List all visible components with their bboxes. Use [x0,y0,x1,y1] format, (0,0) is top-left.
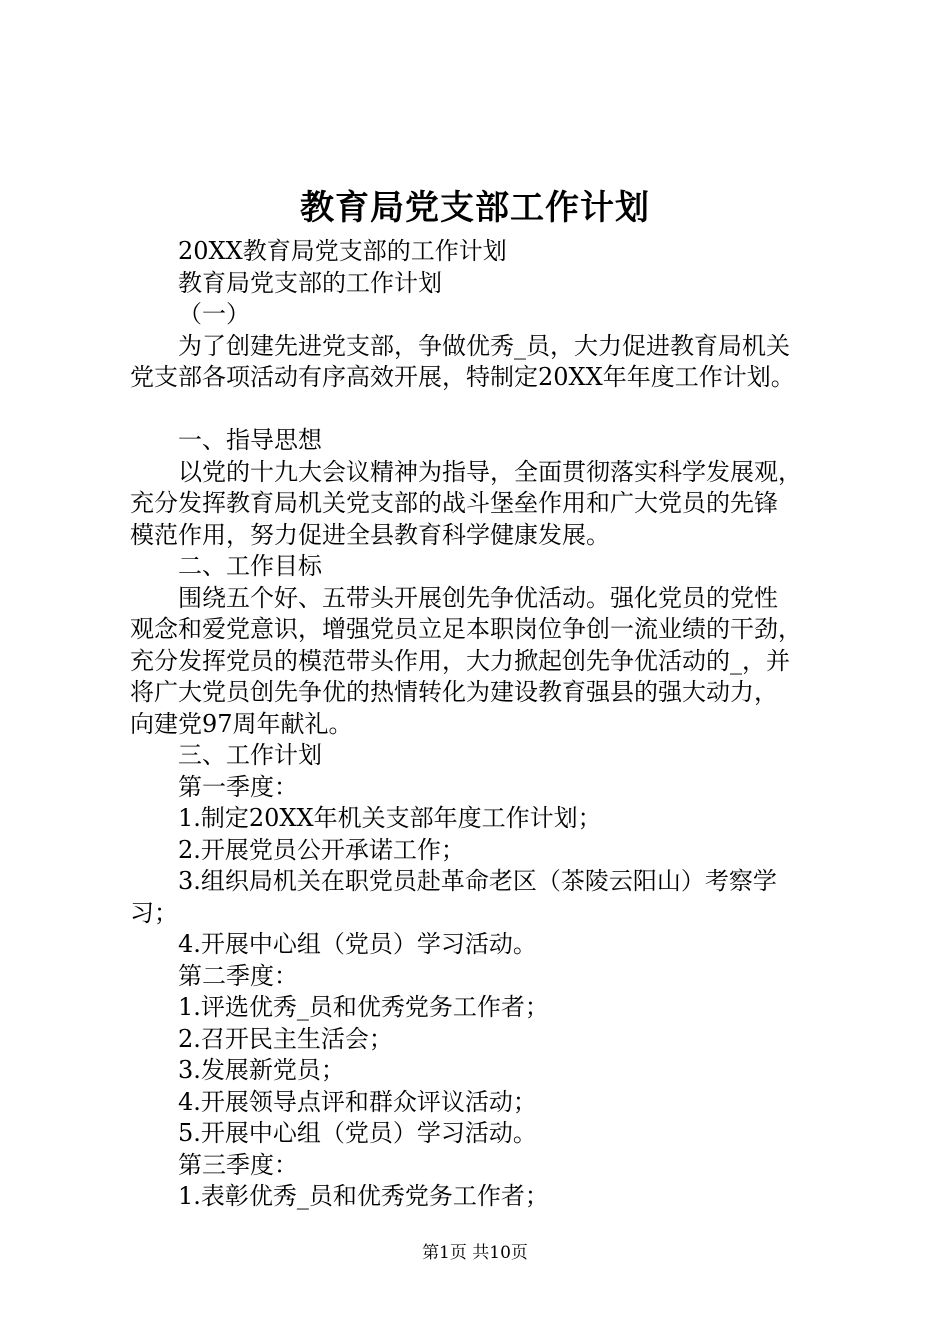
paragraph-spacer [130,394,835,426]
document-body [130,236,835,1213]
section-heading: 一、指导思想 [178,426,322,454]
list-item-continuation: 习； [130,898,178,927]
quarter-heading: 第一季度： [178,772,298,801]
body-line: 观念和爱党意识，增强党员立足本职岗位争创一流业绩的干劲， [130,615,802,643]
list-item: 2.召开民主生活会； [178,1024,393,1053]
list-item: 1.表彰优秀_员和优秀党务工作者； [178,1182,549,1210]
body-line: （一） [178,300,250,328]
list-item: 5.开展中心组（党员）学习活动。 [178,1119,537,1147]
page-footer: 第1页 共10页 [422,1243,528,1263]
body-line: 充分发挥教育局机关党支部的战斗堡垒作用和广大党员的先锋 [130,489,778,517]
document-title: 教育局党支部工作计划 [300,188,650,228]
body-line: 党支部各项活动有序高效开展，特制定20XX年年度工作计划。 [130,363,795,391]
list-item: 3.发展新党员； [178,1056,345,1084]
body-line: 为了创建先进党支部，争做优秀_员，大力促进教育局机关 [178,331,790,360]
body-line: 围绕五个好、五带头开展创先争优活动。强化党员的党性 [178,583,778,612]
body-line: 向建党97周年献礼。 [130,709,353,738]
list-item: 1.评选优秀_员和优秀党务工作者； [178,993,549,1021]
body-line: 将广大党员创先争优的热情转化为建设教育强县的强大动力， [130,678,778,706]
body-line: 20XX教育局党支部的工作计划 [178,237,507,265]
body-line: 模范作用，努力促进全县教育科学健康发展。 [130,520,610,549]
body-line: 以党的十九大会议精神为指导，全面贯彻落实科学发展观， [178,457,802,486]
list-item: 3.组织局机关在职党员赴革命老区（茶陵云阳山）考察学 [178,867,777,895]
quarter-heading: 第三季度： [178,1150,298,1179]
body-line: 教育局党支部的工作计划 [178,268,442,297]
list-item: 4.开展中心组（党员）学习活动。 [178,930,537,958]
body-line: 充分发挥党员的模范带头作用，大力掀起创先争优活动的_，并 [130,646,790,675]
list-item: 1.制定20XX年机关支部年度工作计划； [178,804,602,832]
section-heading: 三、工作计划 [178,741,322,769]
section-heading: 二、工作目标 [178,552,322,580]
quarter-heading: 第二季度： [178,961,298,990]
list-item: 2.开展党员公开承诺工作； [178,835,465,864]
list-item: 4.开展领导点评和群众评议活动； [178,1087,537,1116]
